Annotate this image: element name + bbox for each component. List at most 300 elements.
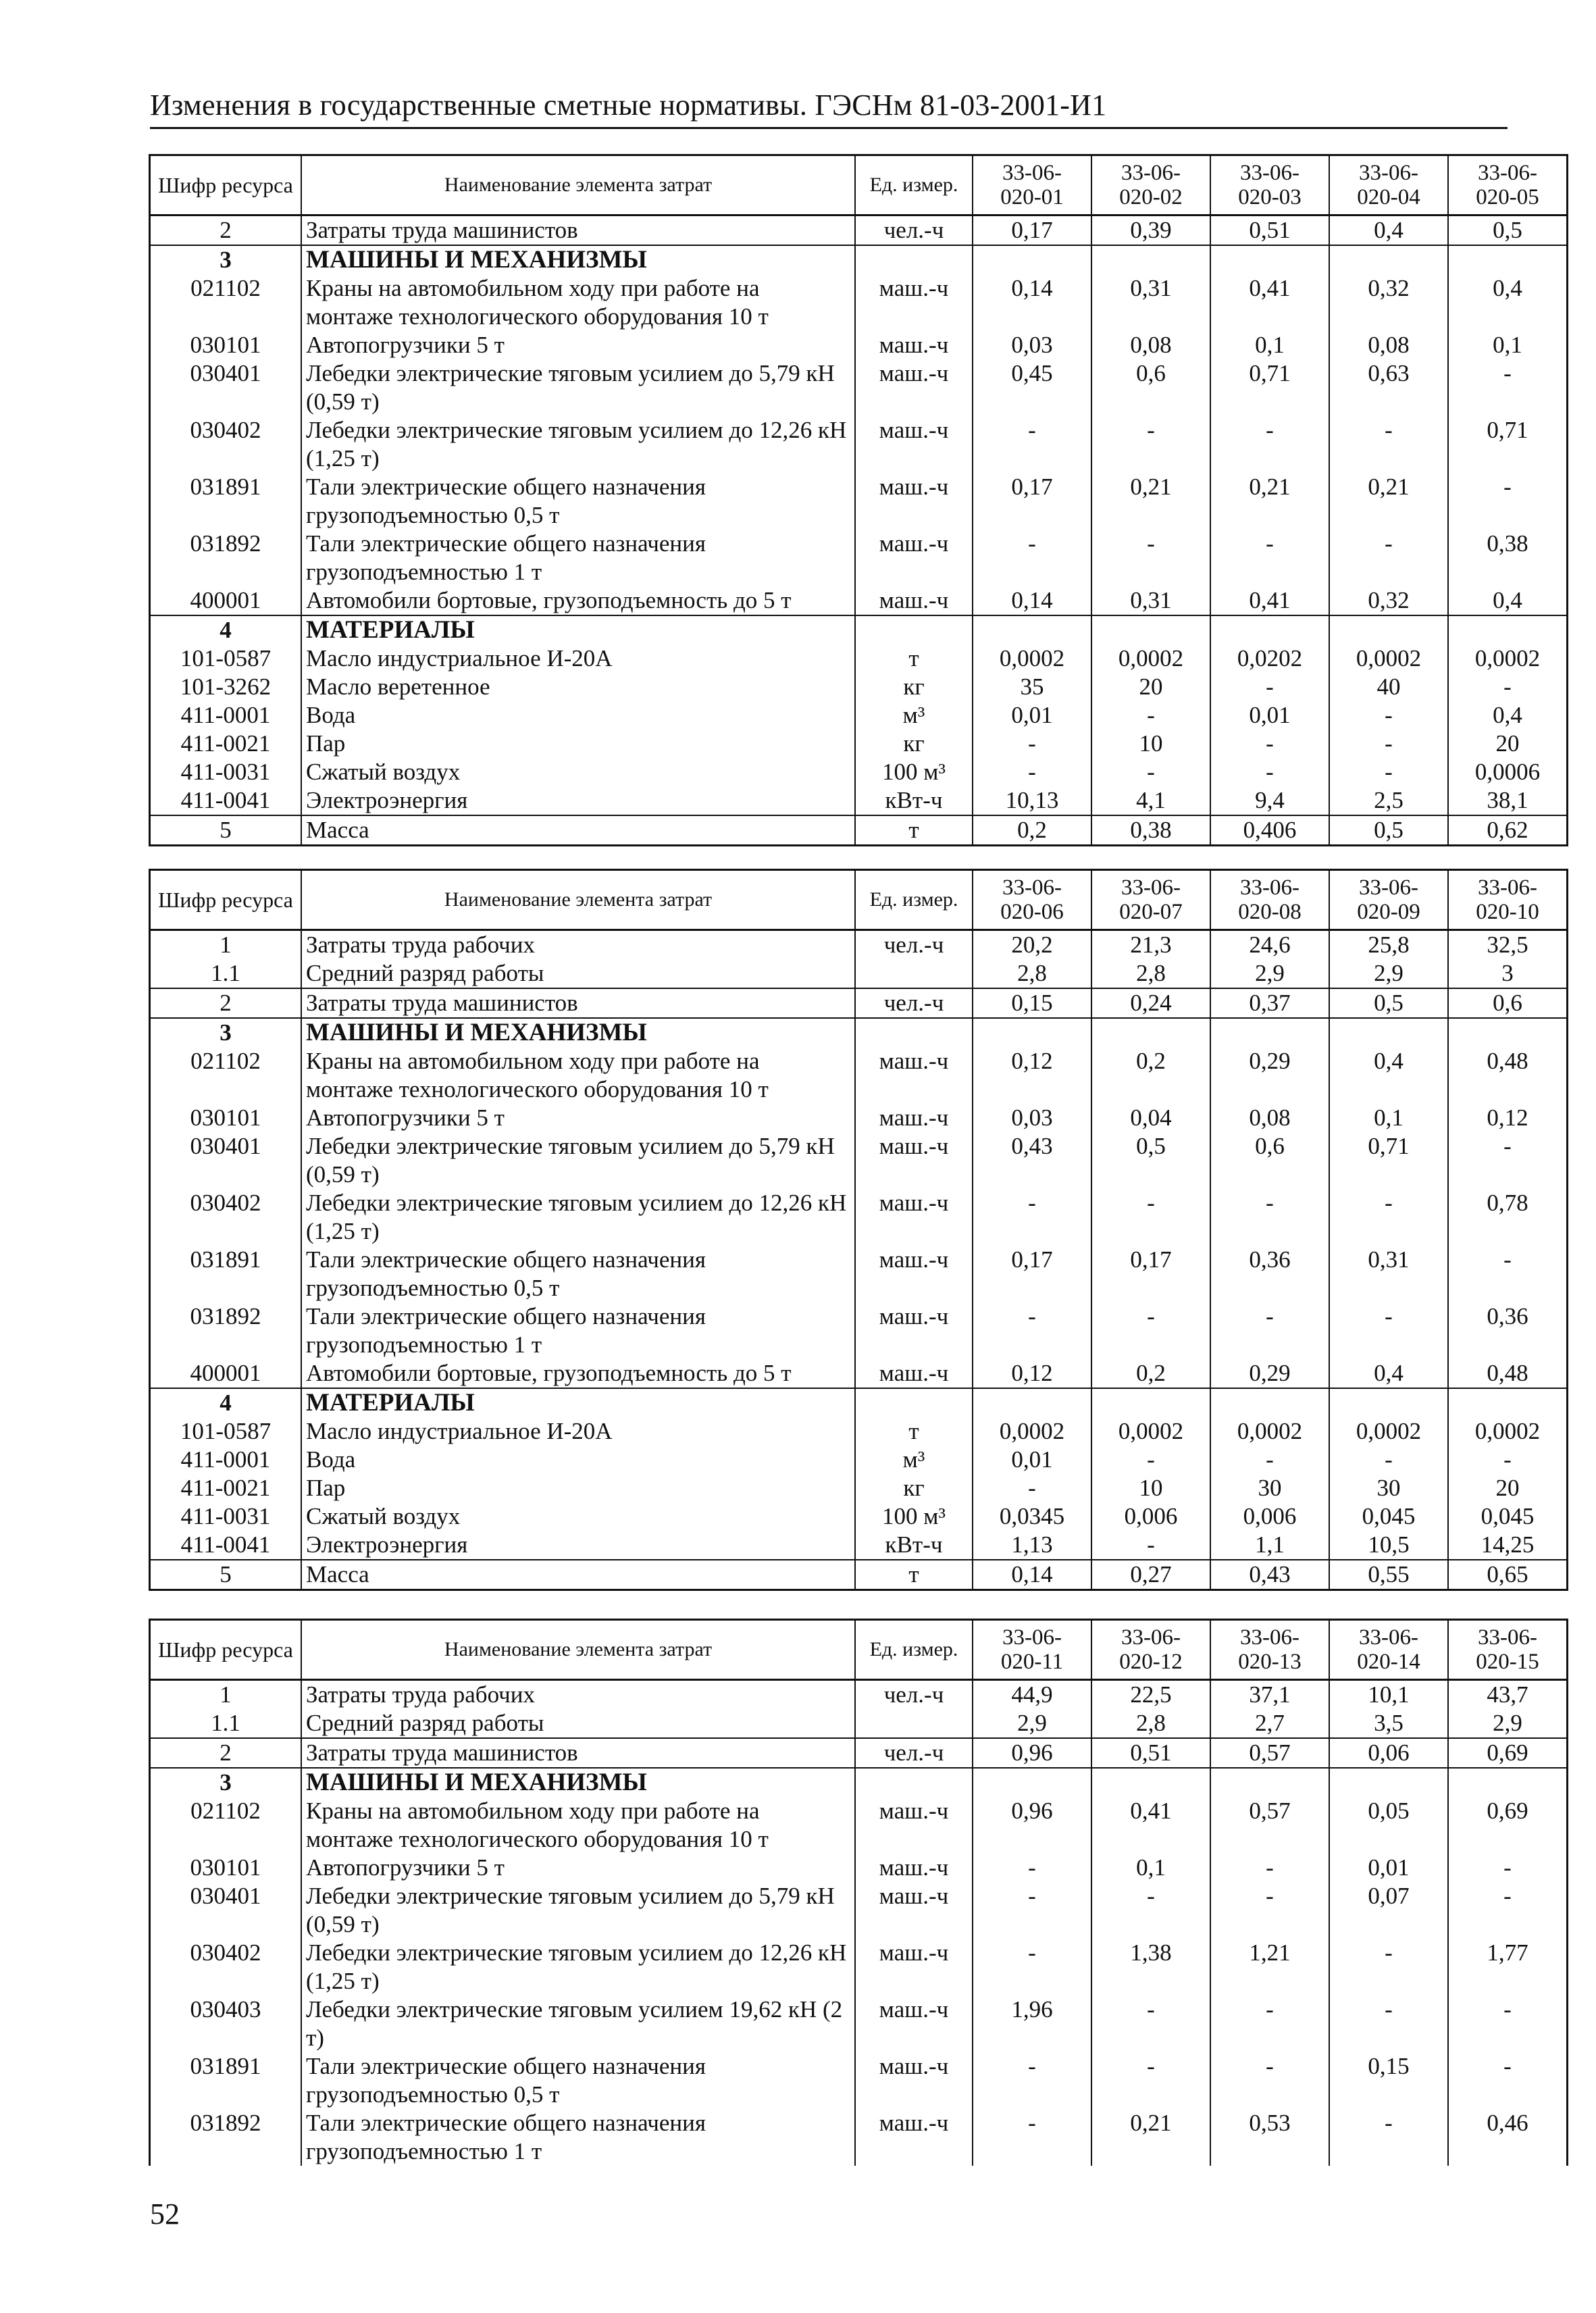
page-header: Изменения в государственные сметные нормативы. ГЭСНм 81-03-2001-И1 [150, 86, 1508, 129]
value-cell: 2,8 [973, 959, 1091, 988]
value-cell: - [1448, 1132, 1568, 1189]
value-cell: 1,38 [1091, 1939, 1210, 1996]
unit-cell [855, 615, 973, 644]
value-cell: 0,21 [1091, 473, 1210, 530]
value-cell: 0,05 [1329, 1797, 1448, 1854]
unit-cell [855, 1768, 973, 1797]
col-header-code: Шифр ресурса [150, 1620, 302, 1680]
unit-cell: маш.-ч [855, 416, 973, 473]
unit-cell: кВт-ч [855, 786, 973, 815]
value-cell: 0,0002 [1329, 1417, 1448, 1446]
resource-code: 411-0021 [150, 730, 302, 758]
value-cell: - [1329, 2109, 1448, 2166]
unit-cell: 100 м³ [855, 758, 973, 786]
value-cell [1329, 615, 1448, 644]
value-cell: 0,71 [1448, 416, 1568, 473]
value-cell [1448, 615, 1568, 644]
table-row [150, 359, 1568, 416]
value-cell: 0,5 [1091, 1132, 1210, 1189]
value-cell: 0,0002 [1210, 1417, 1329, 1446]
resource-name: Затраты труда машинистов [301, 1738, 855, 1768]
value-cell: 0,55 [1329, 1560, 1448, 1590]
table-row [150, 473, 1568, 530]
value-cell: 0,03 [973, 1104, 1091, 1132]
value-cell: - [1448, 1882, 1568, 1939]
value-cell: 0,96 [973, 1797, 1091, 1854]
col-header-name: Наименование элемента затрат [301, 870, 855, 930]
col-header-norm-code: 33-06- 020-11 [973, 1620, 1091, 1680]
resource-code: 3 [150, 1768, 302, 1797]
table-row [150, 2052, 1568, 2109]
value-cell: 14,25 [1448, 1531, 1568, 1560]
value-cell: - [973, 2109, 1091, 2166]
value-cell: - [1329, 701, 1448, 730]
value-cell [1091, 245, 1210, 274]
table-row [150, 730, 1568, 758]
value-cell: 0,96 [973, 1738, 1091, 1768]
value-cell: 0,01 [1329, 1854, 1448, 1882]
value-cell: 0,71 [1210, 359, 1329, 416]
col-header-norm-code: 33-06- 020-15 [1448, 1620, 1568, 1680]
value-cell: 21,3 [1091, 930, 1210, 960]
value-cell: 0,45 [973, 359, 1091, 416]
value-cell: 0,0002 [1091, 1417, 1210, 1446]
value-cell [1448, 1018, 1568, 1047]
resource-code: 5 [150, 815, 302, 846]
resource-name: Затраты труда рабочих [301, 1680, 855, 1710]
value-cell [1210, 1018, 1329, 1047]
header-row [150, 155, 1568, 215]
value-cell: 0,51 [1091, 1738, 1210, 1768]
unit-cell: маш.-ч [855, 1359, 973, 1388]
value-cell: 0,57 [1210, 1797, 1329, 1854]
table-row [150, 644, 1568, 673]
value-cell: - [1091, 416, 1210, 473]
col-header-norm-code: 33-06- 020-01 [973, 155, 1091, 215]
value-cell [973, 1018, 1091, 1047]
table-row [150, 1996, 1568, 2052]
resource-name: Вода [301, 1446, 855, 1474]
unit-cell: маш.-ч [855, 359, 973, 416]
resource-code: 030402 [150, 1939, 302, 1996]
resource-code: 5 [150, 1560, 302, 1590]
unit-cell: 100 м³ [855, 1502, 973, 1531]
value-cell: 0,0002 [1448, 1417, 1568, 1446]
value-cell: 0,006 [1091, 1502, 1210, 1531]
table-row [150, 673, 1568, 701]
value-cell [1329, 1018, 1448, 1047]
value-cell: 0,31 [1329, 1246, 1448, 1302]
value-cell: - [1448, 1996, 1568, 2052]
value-cell: - [1448, 359, 1568, 416]
value-cell: 2,8 [1091, 959, 1210, 988]
value-cell: 0,31 [1091, 586, 1210, 615]
value-cell: - [1091, 1531, 1210, 1560]
resource-code: 031892 [150, 1302, 302, 1359]
unit-cell: маш.-ч [855, 2109, 973, 2166]
resource-code: 031891 [150, 473, 302, 530]
resource-name: Тали электрические общего назначения грузоподъемностью 0,5 т [301, 2052, 855, 2109]
resource-table-3 [149, 1619, 1568, 2166]
value-cell: - [1329, 1302, 1448, 1359]
resource-code: 030101 [150, 1104, 302, 1132]
resource-name: МАШИНЫ И МЕХАНИЗМЫ [301, 1768, 855, 1797]
value-cell: - [973, 1854, 1091, 1882]
resource-name: Сжатый воздух [301, 1502, 855, 1531]
value-cell: 0,62 [1448, 815, 1568, 846]
resource-name: Масса [301, 815, 855, 846]
value-cell: 2,9 [1210, 959, 1329, 988]
value-cell: - [973, 758, 1091, 786]
unit-cell: маш.-ч [855, 1246, 973, 1302]
col-header-norm-code: 33-06- 020-02 [1091, 155, 1210, 215]
value-cell: 0,57 [1210, 1738, 1329, 1768]
value-cell: 2,9 [1329, 959, 1448, 988]
value-cell: 0,65 [1448, 1560, 1568, 1590]
value-cell: 0,17 [973, 215, 1091, 246]
unit-cell [855, 245, 973, 274]
value-cell: 0,69 [1448, 1738, 1568, 1768]
value-cell: 0,12 [973, 1359, 1091, 1388]
unit-cell: маш.-ч [855, 1302, 973, 1359]
value-cell: 0,0002 [973, 644, 1091, 673]
value-cell: 0,51 [1210, 215, 1329, 246]
col-header-unit: Ед. измер. [855, 870, 973, 930]
value-cell: 0,4 [1448, 274, 1568, 331]
resource-name: Масса [301, 1560, 855, 1590]
value-cell: 1,1 [1210, 1531, 1329, 1560]
value-cell [1210, 1768, 1329, 1797]
resource-name: Пар [301, 1474, 855, 1502]
value-cell: 0,14 [973, 586, 1091, 615]
table-row [150, 1797, 1568, 1854]
resource-name: Вода [301, 701, 855, 730]
value-cell [1448, 1768, 1568, 1797]
resource-code: 3 [150, 1018, 302, 1047]
unit-cell: кг [855, 673, 973, 701]
value-cell [1091, 1388, 1210, 1417]
resource-code: 1 [150, 1680, 302, 1710]
value-cell: 22,5 [1091, 1680, 1210, 1710]
col-header-norm-code: 33-06- 020-09 [1329, 870, 1448, 930]
value-cell: 1,21 [1210, 1939, 1329, 1996]
value-cell: 0,43 [1210, 1560, 1329, 1590]
value-cell: 0,32 [1329, 586, 1448, 615]
value-cell: 10,1 [1329, 1680, 1448, 1710]
value-cell: - [1210, 530, 1329, 586]
value-cell: 0,69 [1448, 1797, 1568, 1854]
value-cell: 0,15 [1329, 2052, 1448, 2109]
resource-code: 411-0031 [150, 758, 302, 786]
resource-name: Автомобили бортовые, грузоподъемность до 5 т [301, 1359, 855, 1388]
value-cell: - [1210, 758, 1329, 786]
resource-name: Масло индустриальное И-20А [301, 644, 855, 673]
value-cell: - [1448, 1446, 1568, 1474]
unit-cell: маш.-ч [855, 1132, 973, 1189]
col-header-norm-code: 33-06- 020-12 [1091, 1620, 1210, 1680]
unit-cell: м³ [855, 701, 973, 730]
value-cell: 0,29 [1210, 1359, 1329, 1388]
resource-name: Затраты труда машинистов [301, 988, 855, 1018]
resource-name: Средний разряд работы [301, 1709, 855, 1738]
value-cell: 0,21 [1091, 2109, 1210, 2166]
value-cell: 0,0002 [1448, 644, 1568, 673]
value-cell: 1,13 [973, 1531, 1091, 1560]
value-cell: 2,5 [1329, 786, 1448, 815]
resource-code: 3 [150, 245, 302, 274]
value-cell: 2,9 [1448, 1709, 1568, 1738]
value-cell: 1,96 [973, 1996, 1091, 2052]
value-cell: 0,14 [973, 1560, 1091, 1590]
table-row [150, 274, 1568, 331]
unit-cell [855, 1018, 973, 1047]
unit-cell [855, 959, 973, 988]
value-cell: - [1329, 1939, 1448, 1996]
col-header-norm-code: 33-06- 020-04 [1329, 155, 1448, 215]
unit-cell: маш.-ч [855, 331, 973, 359]
table-row [150, 2109, 1568, 2166]
resource-code: 411-0001 [150, 701, 302, 730]
table-row [150, 1388, 1568, 1417]
table-row [150, 245, 1568, 274]
resource-name: Автомобили бортовые, грузоподъемность до 5 т [301, 586, 855, 615]
value-cell: 35 [973, 673, 1091, 701]
table-row [150, 1768, 1568, 1797]
table-row [150, 1502, 1568, 1531]
value-cell: - [1091, 1882, 1210, 1939]
value-cell [973, 245, 1091, 274]
value-cell: 0,0006 [1448, 758, 1568, 786]
unit-cell: маш.-ч [855, 1996, 973, 2052]
value-cell: 0,4 [1329, 1359, 1448, 1388]
resource-name: Пар [301, 730, 855, 758]
resource-name: Тали электрические общего назначения грузоподъемностью 1 т [301, 2109, 855, 2166]
value-cell: 0,12 [973, 1047, 1091, 1104]
value-cell: - [1210, 673, 1329, 701]
resource-code: 411-0041 [150, 1531, 302, 1560]
value-cell: 0,5 [1329, 988, 1448, 1018]
resource-code: 1.1 [150, 1709, 302, 1738]
value-cell: - [1448, 673, 1568, 701]
value-cell: - [1210, 1446, 1329, 1474]
value-cell: 37,1 [1210, 1680, 1329, 1710]
col-header-norm-code: 33-06- 020-05 [1448, 155, 1568, 215]
unit-cell: т [855, 815, 973, 846]
resource-code: 030101 [150, 331, 302, 359]
value-cell: 0,04 [1091, 1104, 1210, 1132]
value-cell: 0,4 [1329, 215, 1448, 246]
value-cell: 0,36 [1210, 1246, 1329, 1302]
value-cell: 0,01 [973, 1446, 1091, 1474]
table-row [150, 959, 1568, 988]
value-cell: - [973, 1939, 1091, 1996]
value-cell: 0,48 [1448, 1047, 1568, 1104]
unit-cell: кг [855, 1474, 973, 1502]
unit-cell: чел.-ч [855, 1680, 973, 1710]
unit-cell: чел.-ч [855, 1738, 973, 1768]
value-cell: 0,08 [1210, 1104, 1329, 1132]
table-row [150, 988, 1568, 1018]
header-row [150, 1620, 1568, 1680]
table-row [150, 815, 1568, 846]
value-cell: - [1210, 1302, 1329, 1359]
col-header-norm-code: 33-06- 020-14 [1329, 1620, 1448, 1680]
table-row [150, 331, 1568, 359]
resource-code: 400001 [150, 1359, 302, 1388]
col-header-norm-code: 33-06- 020-07 [1091, 870, 1210, 930]
table-row [150, 1709, 1568, 1738]
value-cell: 43,7 [1448, 1680, 1568, 1710]
unit-cell: чел.-ч [855, 930, 973, 960]
resource-name: Средний разряд работы [301, 959, 855, 988]
table-row [150, 1047, 1568, 1104]
value-cell: 20 [1091, 673, 1210, 701]
value-cell: 0,15 [973, 988, 1091, 1018]
table-row [150, 1474, 1568, 1502]
value-cell: - [1329, 1446, 1448, 1474]
resource-code: 031891 [150, 2052, 302, 2109]
value-cell: - [1091, 1302, 1210, 1359]
resource-name: Краны на автомобильном ходу при работе на монтаже технологического оборудования 10 т [301, 1797, 855, 1854]
resource-name: МАШИНЫ И МЕХАНИЗМЫ [301, 1018, 855, 1047]
value-cell [1329, 1388, 1448, 1417]
value-cell: 0,17 [973, 1246, 1091, 1302]
value-cell: 38,1 [1448, 786, 1568, 815]
value-cell: 0,48 [1448, 1359, 1568, 1388]
value-cell: 1,77 [1448, 1939, 1568, 1996]
value-cell: 0,39 [1091, 215, 1210, 246]
value-cell: 3 [1448, 959, 1568, 988]
value-cell: 0,6 [1091, 359, 1210, 416]
unit-cell [855, 1388, 973, 1417]
value-cell: 0,1 [1091, 1854, 1210, 1882]
resource-name: Масло веретенное [301, 673, 855, 701]
value-cell [1329, 245, 1448, 274]
value-cell [1448, 1388, 1568, 1417]
value-cell: 0,31 [1091, 274, 1210, 331]
value-cell: 0,38 [1448, 530, 1568, 586]
value-cell: 0,14 [973, 274, 1091, 331]
resource-code: 031892 [150, 2109, 302, 2166]
resource-name: Тали электрические общего назначения грузоподъемностью 0,5 т [301, 473, 855, 530]
value-cell: 10,13 [973, 786, 1091, 815]
value-cell: - [1091, 1446, 1210, 1474]
unit-cell: т [855, 1560, 973, 1590]
resource-code: 101-0587 [150, 1417, 302, 1446]
value-cell: 0,5 [1329, 815, 1448, 846]
value-cell: - [973, 1882, 1091, 1939]
table-row [150, 416, 1568, 473]
value-cell: 0,08 [1091, 331, 1210, 359]
resource-name: Краны на автомобильном ходу при работе на монтаже технологического оборудования 10 т [301, 274, 855, 331]
value-cell: 0,32 [1329, 274, 1448, 331]
value-cell: 20,2 [973, 930, 1091, 960]
value-cell: 0,045 [1329, 1502, 1448, 1531]
table-row [150, 1132, 1568, 1189]
value-cell: 30 [1329, 1474, 1448, 1502]
value-cell: 0,24 [1091, 988, 1210, 1018]
table-row [150, 1104, 1568, 1132]
table-row [150, 758, 1568, 786]
value-cell: 0,41 [1210, 274, 1329, 331]
value-cell: 0,2 [1091, 1047, 1210, 1104]
value-cell: - [1091, 2052, 1210, 2109]
value-cell: 0,1 [1329, 1104, 1448, 1132]
value-cell: - [1210, 730, 1329, 758]
value-cell: - [1329, 530, 1448, 586]
resource-name: Затраты труда рабочих [301, 930, 855, 960]
value-cell: 0,03 [973, 331, 1091, 359]
value-cell: 24,6 [1210, 930, 1329, 960]
value-cell: 44,9 [973, 1680, 1091, 1710]
unit-cell: маш.-ч [855, 1047, 973, 1104]
value-cell: 25,8 [1329, 930, 1448, 960]
resource-code: 021102 [150, 1047, 302, 1104]
value-cell: 0,4 [1329, 1047, 1448, 1104]
resource-code: 101-0587 [150, 644, 302, 673]
resource-name: Автопогрузчики 5 т [301, 331, 855, 359]
value-cell [1210, 615, 1329, 644]
resource-code: 101-3262 [150, 673, 302, 701]
value-cell: 0,0202 [1210, 644, 1329, 673]
value-cell [973, 1768, 1091, 1797]
resource-code: 411-0001 [150, 1446, 302, 1474]
resource-code: 1 [150, 930, 302, 960]
value-cell: 0,6 [1448, 988, 1568, 1018]
resource-name: МАТЕРИАЛЫ [301, 1388, 855, 1417]
value-cell: 0,21 [1329, 473, 1448, 530]
unit-cell: маш.-ч [855, 2052, 973, 2109]
table-row [150, 930, 1568, 960]
resource-name: Лебедки электрические тяговым усилием до 12,26 кН (1,25 т) [301, 1189, 855, 1246]
value-cell: 0,4 [1448, 701, 1568, 730]
value-cell: 0,1 [1448, 331, 1568, 359]
resource-name: Лебедки электрические тяговым усилием до 12,26 кН (1,25 т) [301, 1939, 855, 1996]
value-cell: 2,7 [1210, 1709, 1329, 1738]
col-header-unit: Ед. измер. [855, 1620, 973, 1680]
unit-cell: т [855, 644, 973, 673]
unit-cell: чел.-ч [855, 215, 973, 246]
resource-name: Электроэнергия [301, 1531, 855, 1560]
value-cell: 0,63 [1329, 359, 1448, 416]
value-cell: - [1448, 2052, 1568, 2109]
value-cell: - [1210, 1996, 1329, 2052]
value-cell: - [1091, 758, 1210, 786]
table-row [150, 1189, 1568, 1246]
value-cell: 0,0345 [973, 1502, 1091, 1531]
unit-cell: кг [855, 730, 973, 758]
value-cell: - [1329, 1189, 1448, 1246]
value-cell: - [973, 416, 1091, 473]
unit-cell: м³ [855, 1446, 973, 1474]
unit-cell: маш.-ч [855, 1797, 973, 1854]
value-cell: - [1210, 1882, 1329, 1939]
resource-name: Тали электрические общего назначения грузоподъемностью 1 т [301, 530, 855, 586]
resource-table-2 [149, 869, 1568, 1591]
value-cell: 0,5 [1448, 215, 1568, 246]
value-cell [1210, 245, 1329, 274]
value-cell: 2,9 [973, 1709, 1091, 1738]
resource-code: 1.1 [150, 959, 302, 988]
unit-cell: маш.-ч [855, 274, 973, 331]
value-cell: 3,5 [1329, 1709, 1448, 1738]
value-cell: 0,01 [973, 701, 1091, 730]
value-cell: 0,41 [1210, 586, 1329, 615]
resource-name: Лебедки электрические тяговым усилием до 12,26 кН (1,25 т) [301, 416, 855, 473]
value-cell [1091, 1018, 1210, 1047]
resource-name: МАТЕРИАЛЫ [301, 615, 855, 644]
col-header-norm-code: 33-06- 020-06 [973, 870, 1091, 930]
